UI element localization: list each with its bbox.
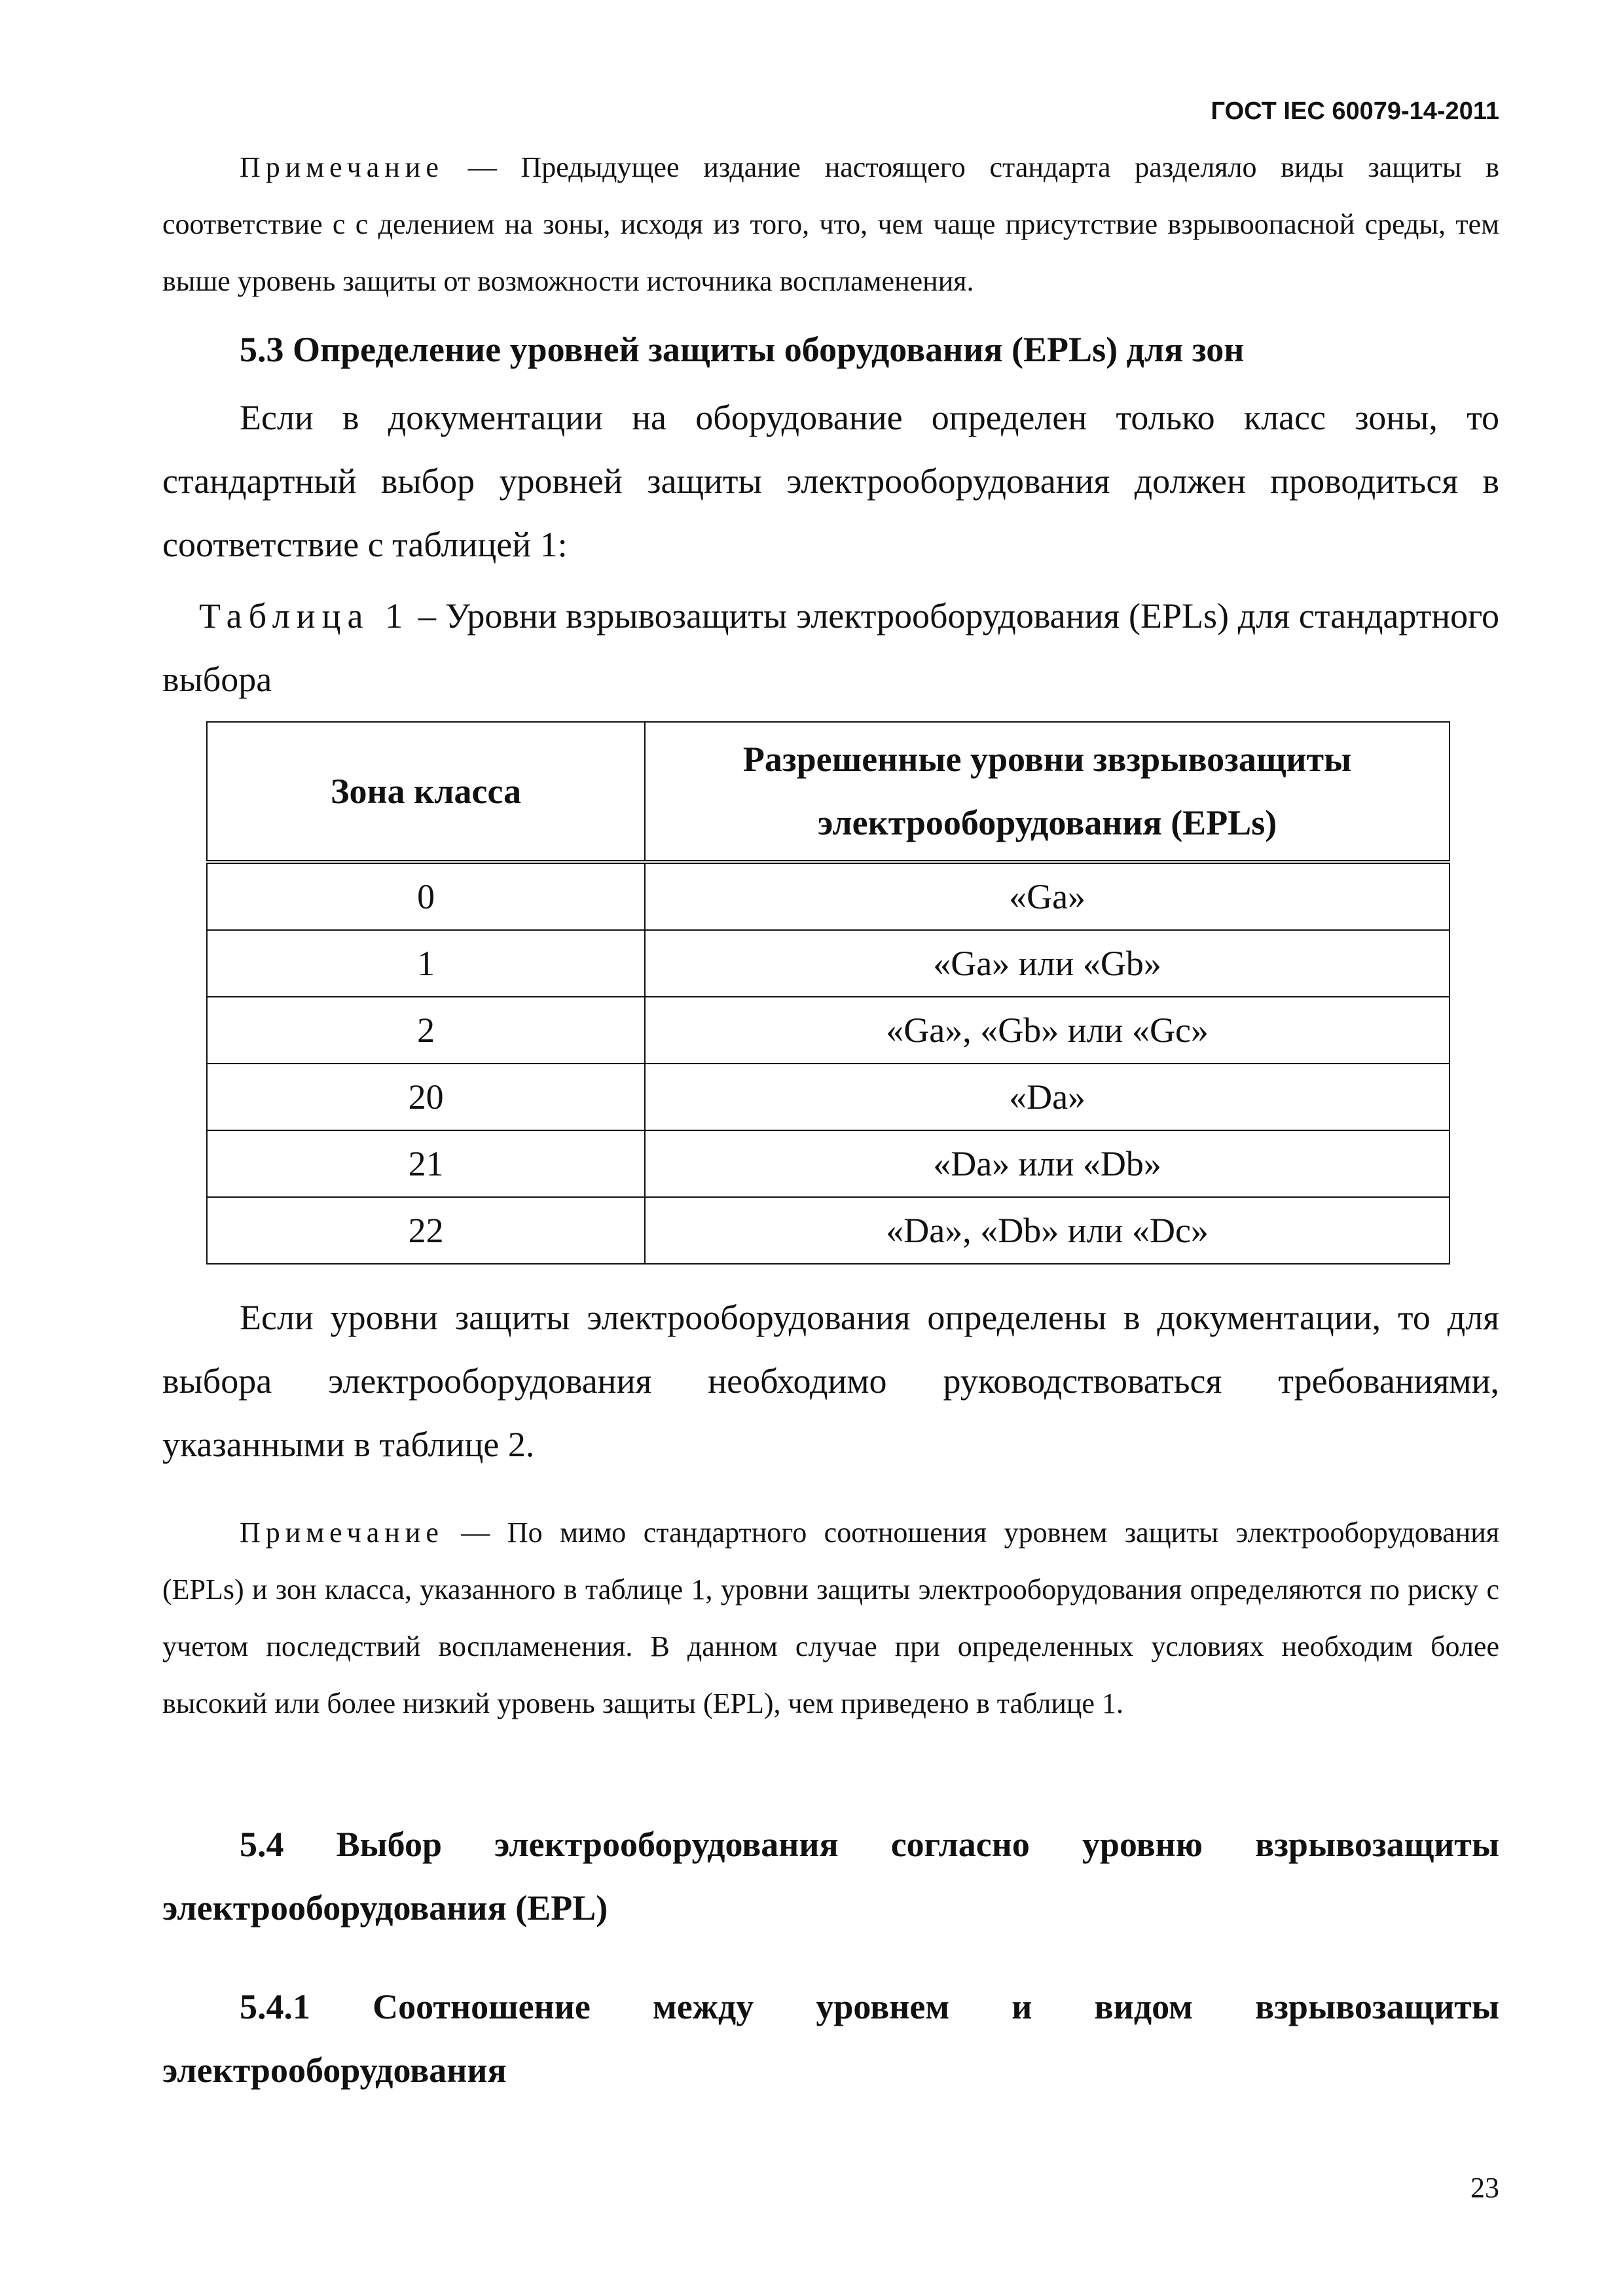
section-5-3-paragraph: Если в документации на оборудование определен только класс зоны, то стандартный выбор уровней защиты электрооборудования должен проводиться в соответствие с таблицей 1: xyxy=(162,398,1499,564)
epl-cell: «Ga», «Gb» или «Gc» xyxy=(645,997,1450,1064)
epl-cell: «Ga» xyxy=(645,862,1450,930)
zone-cell: 21 xyxy=(207,1130,645,1197)
section-5-4-heading: 5.4 Выбор электрооборудования согласно уровню взрывозащиты электрооборудования (EPL) xyxy=(162,1825,1499,1928)
note-1 xyxy=(162,139,1499,310)
table-1-caption-text: Уровни взрывозащиты электрооборудования (EPLs) для стандартного выбора xyxy=(162,596,1499,699)
zone-cell: 22 xyxy=(207,1197,645,1264)
note-1-dash: — xyxy=(467,151,497,183)
section-5-3-heading: 5.3 Определение уровней защиты оборудования (EPLs) для зон xyxy=(240,330,1245,369)
epl-cell: «Ga» или «Gb» xyxy=(645,930,1450,997)
table-1 xyxy=(206,721,1450,1265)
header-permitted-epls: Разрешенные уровни звзрывозащиты электрооборудования (EPLs) xyxy=(645,722,1450,862)
section-5-4-1-heading: 5.4.1 Соотношение между уровнем и видом взрывозащиты электрооборудования xyxy=(162,1987,1499,2090)
page-number: 23 xyxy=(1470,2172,1499,2204)
table-row xyxy=(207,1064,1450,1130)
epl-cell: «Da» или «Db» xyxy=(645,1130,1450,1197)
table-1-caption xyxy=(162,584,1499,711)
table-row xyxy=(207,862,1450,930)
table-1-caption-label: Таблица 1 xyxy=(199,596,410,636)
table-row xyxy=(207,997,1450,1064)
table-1-caption-dash: – xyxy=(418,596,437,636)
note-1-label: Примечание xyxy=(240,151,444,183)
table-row xyxy=(207,1197,1450,1264)
epl-cell: «Da» xyxy=(645,1064,1450,1130)
table-header-row xyxy=(207,722,1450,862)
header-zone-class: Зона класса xyxy=(207,722,645,862)
note-2 xyxy=(162,1504,1499,1732)
epl-table xyxy=(206,721,1450,1265)
paragraph-after-table: Если уровни защиты электрооборудования определены в документации, то для выбора электрооборудования необходимо руководствоваться требованиями, указанными в таблице 2. xyxy=(162,1298,1499,1464)
zone-cell: 20 xyxy=(207,1064,645,1130)
standard-code-header: ГОСТ IEC 60079-14-2011 xyxy=(1211,98,1499,125)
note-1-text: Предыдущее издание настоящего стандарта разделяло виды защиты в соответствие с с делением на зоны, исходя из того, что, чем чаще присутствие взрывоопасной среды, тем выше уровень защиты от возможности источника воспламенения. xyxy=(162,151,1500,297)
zone-cell: 1 xyxy=(207,930,645,997)
table-row xyxy=(207,930,1450,997)
table-row xyxy=(207,1130,1450,1197)
epl-cell: «Da», «Db» или «Dc» xyxy=(645,1197,1450,1264)
note-2-text: По мимо стандартного соотношения уровнем защиты электрооборудования (EPLs) и зон класса, указанного в таблице 1, уровни защиты электрооборудования определяются по риску с учетом последствий воспламенения. В данном случае при определенных условиях необходим более высокий или более низкий уровень защиты (EPL), чем приведено в таблице 1. xyxy=(162,1516,1499,1719)
note-2-label: Примечание xyxy=(240,1516,444,1549)
note-2-dash: — xyxy=(461,1516,490,1549)
zone-cell: 2 xyxy=(207,997,645,1064)
zone-cell: 0 xyxy=(207,862,645,930)
